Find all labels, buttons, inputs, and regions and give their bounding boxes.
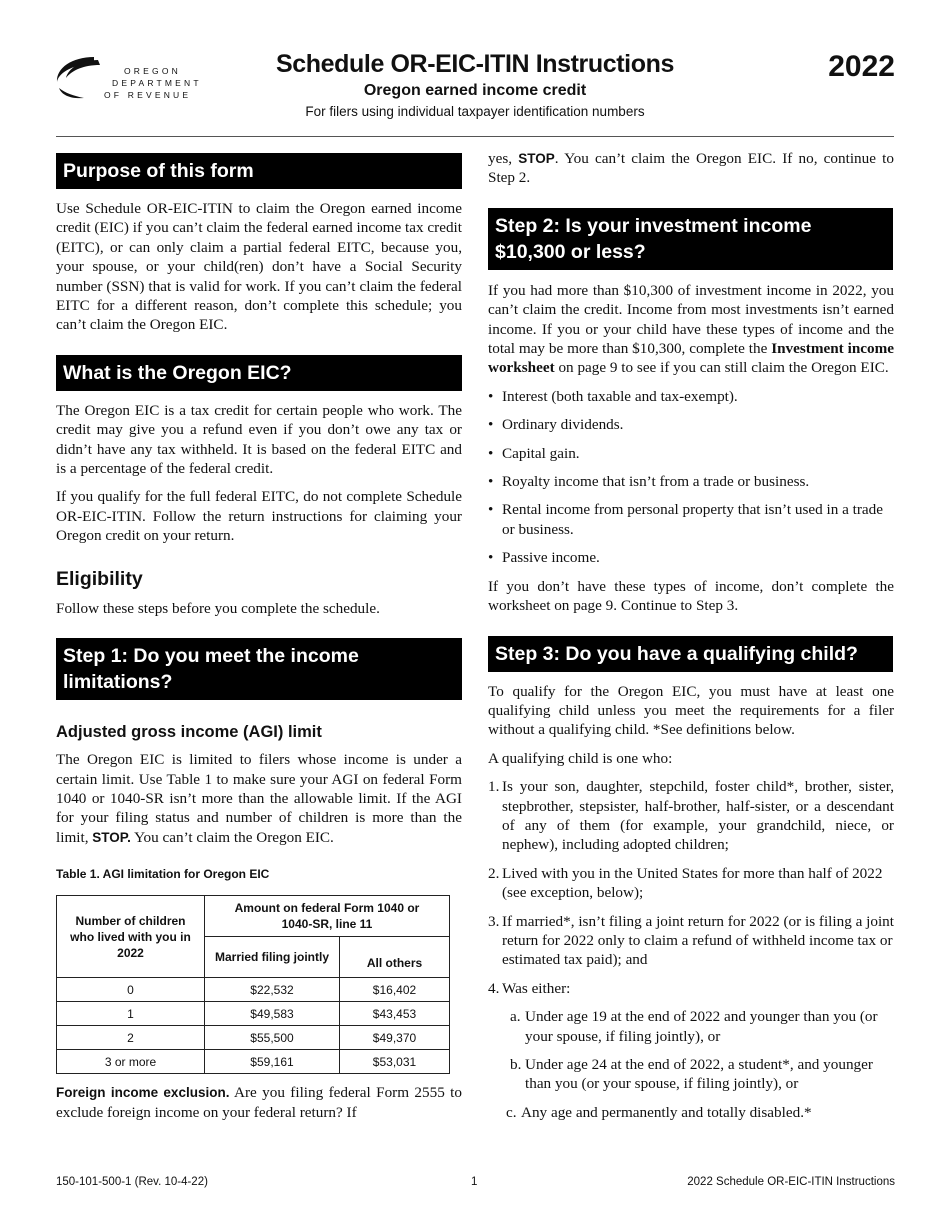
page-title: Schedule OR-EIC-ITIN Instructions [276,50,674,78]
logo-line-3: OF REVENUE [104,90,192,100]
list-item: • Capital gain. [488,444,894,463]
title-block [230,50,720,119]
cell-married: $59,161 [205,1050,340,1074]
footer-doc-title: 2022 Schedule OR-EIC-ITIN Instructions [687,1176,895,1188]
cell-children: 0 [57,978,205,1002]
purpose-text: Use Schedule OR-EIC-ITIN to claim the Oregon earned income credit (EIC) if you can’t claim the federal earned income tax credit (EITC), or can only claim a partial federal EITC, because you, your spouse, or your child(ren) don’t have a Social Security number (SSN) that is valid for work. If you can’t claim the federal EITC for a different reason, don’t complete this schedule; you can’t claim the Oregon EIC. [56,200,462,334]
list-item [488,1055,894,1094]
step3-intro: To qualify for the Oregon EIC, you must have at least one qualifying child unless you meet the requirements for a filer without a qualifying child. *See definitions below. [488,682,894,739]
list-item: • Passive income. [488,548,894,567]
eligibility-heading: Eligibility [56,567,143,590]
list-item [488,864,894,903]
footer-form-number: 150-101-500-1 (Rev. 10-4-22) [56,1176,208,1188]
list-letter: a. [510,1008,521,1026]
agi-limit-text [56,750,462,847]
table-row [57,1002,450,1026]
list-item: • Ordinary dividends. [488,415,894,434]
foreign-income-text [56,1083,462,1122]
list-text: Lived with you in the United States for more than half of 2022 (see exception, below); [502,864,883,902]
stop-label-2: STOP [518,151,555,166]
list-text: Was either: [502,979,571,997]
tax-year: 2022 [828,50,895,83]
table-header-children: Number of children who lived with you in 2022 [57,896,205,978]
table-row [57,1050,450,1074]
cell-others: $43,453 [340,1002,450,1026]
section-heading-step3: Step 3: Do you have a qualifying child? [488,636,893,672]
table-caption: Table 1. AGI limitation for Oregon EIC [56,867,270,882]
cell-children: 2 [57,1026,205,1050]
agi-limit-subheading: Adjusted gross income (AGI) limit [56,723,322,742]
cell-married: $55,500 [205,1026,340,1050]
cell-married: $49,583 [205,1002,340,1026]
foreign-income-question: Are you filing federal Form 2555 to exclude foreign income on your federal return? If [56,1084,462,1121]
what-is-paragraph-2: If you qualify for the full federal EITC, do not complete Schedule OR-EIC-ITIN. Follow the return instructions for claiming your Oregon credit on your return. [56,488,462,545]
cell-others: $49,370 [340,1026,450,1050]
list-item [488,912,894,970]
list-number: 4. [488,979,500,997]
list-number: 1. [488,778,500,796]
left-column [56,150,462,1122]
section-heading-what-is: What is the Oregon EIC? [56,355,462,391]
footer-page-number: 1 [471,1176,478,1188]
section-heading-step2: Step 2: Is your investment income $10,300 or less? [488,208,893,270]
agi-limit-text-before: The Oregon EIC is limited to filers whose income is under a certain limit. Use Table 1 to make sure your AGI on federal Form 1040 or 1040-SR isn’t more than the allowable limit. If the AGI for your filing status and number of children is more than the limit, [56,751,462,846]
list-text: Under age 19 at the end of 2022 and younger than you (or your spouse, if filing jointly), or [525,1008,878,1045]
cell-married: $22,532 [205,978,340,1002]
list-text: If married*, isn’t filing a joint return for 2022 (or is filing a joint return for 2022 only to claim a refund of withheld income tax or estimated tax paid); and [502,912,894,969]
what-is-paragraph-1: The Oregon EIC is a tax credit for certain people who work. The credit may give you a refund even if you don’t owe any tax or didn’t have any tax withheld. It is based on the federal EITC and is a percentage of the federal credit. [56,401,462,478]
list-item [488,979,894,998]
logo-line-1: OREGON [124,66,181,76]
step2-text-after: on page 9 to see if you can still claim the Oregon EIC. [558,359,889,377]
continuation-after: . You can’t claim the Oregon EIC. If no, continue to Step 2. [488,150,894,187]
foreign-income-label: Foreign income exclusion. [56,1085,230,1101]
continuation-before: yes, [488,150,513,167]
worksheet-reference: Investment income worksheet [488,340,895,377]
cell-others: $53,031 [340,1050,450,1074]
header-divider [56,136,894,137]
list-item [488,1103,894,1122]
list-item: • Interest (both taxable and tax-exempt). [488,387,894,406]
list-item: • Rental income from personal property that isn’t used in a trade or business. [488,500,894,539]
section-heading-step1: Step 1: Do you meet the income limitations? [56,638,462,700]
table-header-married: Married filing jointly [205,937,340,978]
continuation-text [488,149,894,188]
list-text: Any age and permanently and totally disabled.* [521,1103,812,1121]
list-item [488,777,894,855]
oregon-revenue-logo [54,54,202,104]
eligibility-text: Follow these steps before you complete the schedule. [56,599,380,617]
step2-text-before: If you had more than $10,300 of investment income in 2022, you can’t claim the credit. Income from most investments isn’t earned income. If you or your child have these types of income and the total may be more than $10,300, complete the [488,281,894,358]
list-item: • Royalty income that isn’t from a trade or business. [488,472,894,491]
page-subtitle-2: For filers using individual taxpayer identification numbers [305,104,645,119]
step3-lead: A qualifying child is one who: [488,749,673,767]
table-row [57,978,450,1002]
cell-children: 3 or more [57,1050,205,1074]
page-subtitle: Oregon earned income credit [363,82,587,99]
right-column [488,150,894,1122]
table-row [57,1026,450,1050]
agi-limit-text-after: You can’t claim the Oregon EIC. [134,828,334,846]
list-number: 3. [488,912,500,930]
cell-children: 1 [57,1002,205,1026]
cell-others: $16,402 [340,978,450,1002]
list-letter: b. [510,1056,522,1073]
stop-label: STOP. [92,829,131,845]
list-item [488,1007,894,1046]
table-header-group: Amount on federal Form 1040 or 1040-SR, line 11 [205,896,450,937]
step2-after-bullets: If you don’t have these types of income, don’t complete the worksheet on page 9. Continue to Step 3. [488,577,894,615]
section-heading-purpose: Purpose of this form [56,153,462,189]
list-number: 2. [488,864,500,882]
list-letter: c. [506,1103,517,1121]
table-header-others: All others [340,937,450,978]
agi-limit-table [56,895,450,1074]
list-text: Is your son, daughter, stepchild, foster child*, brother, sister, stepbrother, stepsister, half-brother, half-sister, or a descendant of any of them (for example, your grandchild, niece, or nephew), including adopted children; [502,778,894,854]
step2-text [488,281,894,378]
logo-line-2: DEPARTMENT [112,78,202,88]
list-text: Under age 24 at the end of 2022, a student*, and younger than you (or your spouse, if filing jointly), or [525,1056,873,1093]
